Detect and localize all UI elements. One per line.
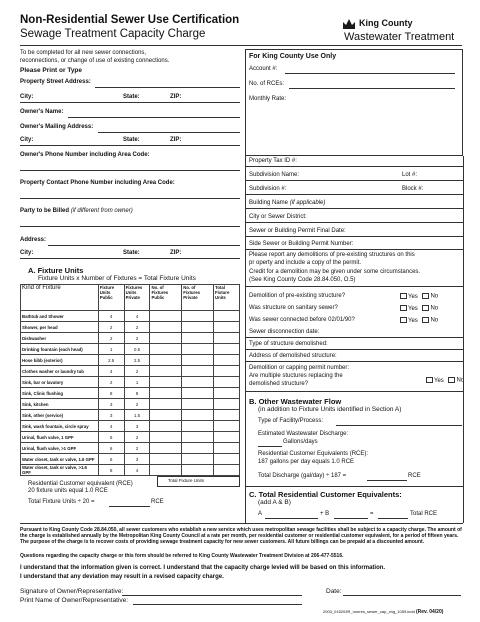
permit-final-field[interactable] (245, 236, 463, 237)
col-nopublic: No. of Fixtures Public (150, 285, 182, 311)
fixture-units-private: 4 (124, 311, 150, 322)
total-fixture-units-input[interactable] (214, 344, 240, 355)
king-county-logo (342, 16, 462, 30)
q2-yes-label: Yes (408, 305, 418, 312)
section-b-subtitle: (in addition to Fixture Units identified in Section A) (258, 406, 402, 413)
fixture-units-public: 3 (98, 399, 124, 410)
no-fixtures-public-input[interactable] (150, 399, 182, 410)
structure-type-label: Type of structure demolished: (249, 341, 328, 347)
fixture-units-public: 4 (98, 421, 124, 432)
footer-paragraph: Pursuant to King County Code 28.84.050, all sewer customers who establish a new service which uses metropolitan sewage facilities shall be subject to a capacity charge. The amount of the charge is established annually by the Metropolitan King County Council at a rate per month, per residential customer or residential customer equivalent, for a period of fifteen years. The purpose of the charge is to recover costs of providing sewage treatment capacity for new sewer customers. All future billings can be prepaid at a discounted amount. (20, 527, 462, 545)
no-fixtures-private-input[interactable] (182, 421, 214, 432)
no-fixtures-private-input[interactable] (182, 454, 214, 465)
fixture-units-private: 8 (124, 388, 150, 399)
zip-label-3: ZIP: (170, 250, 182, 256)
address-label: Address: (20, 237, 47, 243)
demolished-address-label: Address of demolished structure: (249, 353, 337, 359)
no-fixtures-public-input[interactable] (150, 366, 182, 377)
form-title: Non-Residential Sewer Use Certification (20, 14, 240, 26)
fixture-units-public: 8 (98, 388, 124, 399)
section-bottom-rule (20, 523, 463, 524)
section-b-rce-line1: Residential Customer Equivalents (RCE): (258, 451, 369, 457)
no-fixtures-private-input[interactable] (182, 344, 214, 355)
col-total: Total Fixture Units (214, 285, 240, 311)
fixture-units-private: 2 (124, 399, 150, 410)
no-fixtures-private-input[interactable] (182, 443, 214, 454)
city-label-2: City: (20, 137, 34, 143)
table-row (21, 465, 240, 476)
no-fixtures-private-input[interactable] (182, 322, 214, 333)
table-row (21, 432, 240, 443)
col-kind: Kind of Fixture (21, 285, 99, 311)
no-fixtures-public-input[interactable] (150, 465, 182, 476)
section-c-title: C. Total Residential Customer Equivalents: (249, 490, 402, 499)
total-fixture-units-input[interactable] (214, 333, 240, 344)
subdivision-num-field[interactable] (245, 194, 463, 195)
section-c-b-label: + B (320, 511, 330, 517)
facility-label: Type of Facility/Process: (258, 418, 324, 424)
subdivision-name-label: Subdivision Name: (249, 172, 300, 178)
fixture-units-private: 1 (124, 377, 150, 388)
fixture-units-private: 2 (124, 443, 150, 454)
demolition-q3-options (400, 317, 438, 325)
total-fixture-units-input[interactable] (214, 454, 240, 465)
no-fixtures-private-input[interactable] (182, 311, 214, 322)
q3-yes-checkbox[interactable] (400, 317, 407, 323)
no-fixtures-public-input[interactable] (150, 333, 182, 344)
multi-yes-label: Yes (434, 377, 444, 384)
q2-no-checkbox[interactable] (422, 305, 429, 311)
date-field[interactable] (343, 595, 461, 596)
demolition-q1: Demolition of pre-existing structure? (249, 293, 346, 299)
signature-field[interactable] (122, 595, 302, 596)
department-name: Wastewater Treatment (344, 31, 455, 43)
fixture-units-private: 1.5 (124, 410, 150, 421)
total-fixture-units-input[interactable] (214, 410, 240, 421)
table-row (21, 399, 240, 410)
table-row (21, 454, 240, 465)
address-field[interactable] (48, 245, 240, 246)
contact-phone-label: Property Contact Phone Number including Area Code: (20, 180, 175, 186)
city-state-zip-field-2[interactable] (20, 145, 240, 146)
kc-account-field[interactable] (285, 73, 455, 74)
lot-label: Lot #: (402, 172, 418, 178)
no-fixtures-public-input[interactable] (150, 311, 182, 322)
section-c-total-field[interactable] (378, 518, 408, 519)
no-fixtures-private-input[interactable] (182, 377, 214, 388)
no-fixtures-private-input[interactable] (182, 333, 214, 344)
credit-line2: (See King County Code 28.84.050, O.5) (249, 277, 356, 283)
demolition-note-line1: Please report any demolitions of pre-existing structures on this (249, 252, 415, 258)
table-row (21, 377, 240, 388)
signature-label: Signature of Owner/Representative: (20, 588, 124, 595)
q1-no-label: No (430, 293, 439, 300)
zip-label-2: ZIP: (170, 137, 182, 143)
demolition-q2: Was structure on sanitary sewer? (249, 305, 338, 311)
no-fixtures-public-input[interactable] (150, 410, 182, 421)
section-a-rce-suffix: RCE (151, 499, 164, 505)
total-fixture-units-input[interactable] (214, 421, 240, 432)
fixture-name: Dishwasher (21, 333, 99, 344)
no-fixtures-public-input[interactable] (150, 344, 182, 355)
print-name-field[interactable] (133, 604, 302, 605)
table-row (21, 311, 240, 322)
table-row (21, 421, 240, 432)
print-note: Please Print or Type (20, 67, 83, 74)
total-fixture-units-input[interactable] (214, 465, 240, 476)
fixture-units-public: 5 (98, 432, 124, 443)
total-fixture-units-input[interactable] (214, 443, 240, 454)
total-fixture-units-input[interactable] (214, 377, 240, 388)
fixture-units-public: 2 (98, 322, 124, 333)
fixture-units-private: 2 (124, 333, 150, 344)
q1-no-checkbox[interactable] (422, 293, 429, 299)
q1-yes-label: Yes (408, 293, 418, 300)
city-label: City: (20, 94, 34, 100)
demolition-note-line2: pr operty and include a copy of the permit. (249, 260, 362, 266)
credit-line1: Credit for a demolition may be given under some circumstances. (249, 269, 421, 275)
intro-line1: To be completed for all new sewer connections, (20, 50, 147, 56)
property-address-label: Property Street Address: (20, 79, 91, 85)
kc-monthly-label: Monthly Rate: (249, 96, 287, 102)
revision-text: (Rev. 04/20) (415, 609, 444, 615)
disconnect-label: Sewer disconnection date: (249, 329, 320, 335)
city-sewer-label: City or Sewer District: (249, 214, 307, 220)
multi-no-label: No (456, 377, 465, 384)
fixture-units-public: 4 (98, 366, 124, 377)
section-b-title: B. Other Wastewater Flow (249, 397, 342, 406)
billed-party-label (20, 208, 133, 215)
fixture-name: Sink, Clinic flushing (21, 388, 99, 399)
state-label-3: State: (123, 250, 140, 256)
fixture-name: Bathtub and Shower (21, 311, 99, 322)
section-b-rule (245, 486, 463, 487)
file-id-text: 2003_015203R_nonres_sewer_cap_chg_1059.indd (323, 609, 415, 614)
table-row (21, 388, 240, 399)
city-label-3: City: (20, 250, 34, 256)
section-a-rce-field[interactable] (109, 506, 150, 507)
right-border (463, 156, 464, 523)
tax-id-label: Property Tax ID #: (249, 158, 297, 164)
demolition-q1-options (400, 293, 438, 301)
fixture-units-public: 1 (98, 344, 124, 355)
section-a-title: A. Fixture Units (28, 266, 84, 275)
total-fixture-units-input[interactable] (214, 388, 240, 399)
multi-structures-options (426, 377, 464, 385)
fixture-name: Sink, other (service) (21, 410, 99, 421)
section-c-subtitle: (add A & B) (258, 499, 291, 506)
subdivision-num-label: Subdivision #: (249, 186, 287, 192)
owner-phone-field[interactable] (20, 170, 240, 171)
kc-use-title: For King County Use Only (249, 53, 337, 60)
intro-line2: reconnections, or change of use of existing connections. (20, 58, 170, 64)
block-label: Block #: (402, 186, 424, 192)
owner-mailing-label: Owner's Mailing Address: (20, 124, 94, 130)
no-fixtures-public-input[interactable] (150, 443, 182, 454)
fixture-units-public: 6 (98, 443, 124, 454)
section-c-equals: = (370, 511, 374, 517)
fixture-name: Sink, bar or lavatory (21, 377, 99, 388)
facility-field[interactable] (336, 425, 462, 426)
table-row (21, 333, 240, 344)
side-permit-field[interactable] (245, 249, 463, 250)
no-fixtures-public-input[interactable] (150, 421, 182, 432)
building-name-field[interactable] (245, 208, 463, 209)
col-noprivate: No. of Fixtures Private (182, 285, 214, 311)
multi-structures-line1: Are multiple stuctures replacing the (249, 373, 343, 379)
fixture-table (20, 284, 240, 476)
total-fixture-units-input[interactable] (214, 399, 240, 410)
owner-name-label: Owner's Name: (20, 109, 64, 115)
demolition-rule (245, 391, 463, 392)
print-name-label: Print Name of Owner/Representative: (20, 597, 129, 604)
table-row (21, 443, 240, 454)
zip-label: ZIP: (170, 94, 182, 100)
city-state-zip-field-3[interactable] (20, 258, 240, 259)
section-c-b-field[interactable] (334, 518, 368, 519)
fixture-units-private: 0.5 (124, 344, 150, 355)
no-fixtures-private-input[interactable] (182, 366, 214, 377)
disconnect-field[interactable] (245, 337, 463, 338)
table-row (21, 322, 240, 333)
kc-rces-label: No. of RCEs: (249, 81, 285, 87)
q1-yes-checkbox[interactable] (400, 293, 407, 299)
total-fixture-units-input[interactable] (214, 311, 240, 322)
fixture-units-private: 2 (124, 366, 150, 377)
total-fixture-units-input[interactable] (214, 366, 240, 377)
section-a-rce-line2: 20 fixture units equal 1.0 RCE (28, 488, 108, 494)
kc-account-label: Account #: (249, 66, 278, 72)
owner-phone-label: Owner's Phone Number including Area Code: (20, 152, 150, 158)
q3-yes-label: Yes (408, 317, 418, 324)
fixture-units-public: 2 (98, 333, 124, 344)
no-fixtures-public-input[interactable] (150, 454, 182, 465)
table-row (21, 410, 240, 421)
fixture-name: Urinal, flush valve, 1 GPF (21, 432, 99, 443)
fixture-units-private: 2 (124, 432, 150, 443)
certification-line1: I understand that the information given is correct. I understand that the capacity charge levied will be based on this information. (20, 565, 386, 571)
city-sewer-field[interactable] (245, 222, 463, 223)
fixture-name: Urinal, flush valve, >1 GPF (21, 443, 99, 454)
demolition-q3: Was sewer connected before 02/01/90? (249, 317, 355, 323)
multi-no-checkbox[interactable] (448, 377, 455, 383)
side-permit-label: Side Sewer or Building Permit Number: (249, 241, 354, 247)
total-fixture-units-input[interactable] (214, 432, 240, 443)
contact-phone-field[interactable] (20, 198, 240, 199)
state-label-2: State: (123, 137, 140, 143)
no-fixtures-public-input[interactable] (150, 377, 182, 388)
fixture-name: Water closet, tank or valve, >1.6 GPF (21, 465, 99, 476)
subdivision-name-field[interactable] (245, 180, 463, 181)
no-fixtures-public-input[interactable] (150, 432, 182, 443)
fixture-name: Sink, kitchen (21, 399, 99, 410)
q2-yes-checkbox[interactable] (400, 305, 407, 311)
total-discharge-field[interactable] (367, 480, 407, 481)
fixture-units-private: 3 (124, 454, 150, 465)
property-address-field-2[interactable] (20, 102, 240, 103)
capping-permit-label: Demolition or capping permit number: (249, 365, 350, 371)
building-name-text: Building Name (249, 200, 289, 206)
credit-rule (245, 286, 463, 287)
fixture-units-private: 2 (124, 322, 150, 333)
section-b-rce-line2: 187 gallons per day equals 1.0 RCE (258, 459, 355, 465)
fixture-name: Drinking fountain (each head) (21, 344, 99, 355)
q3-no-checkbox[interactable] (422, 317, 429, 323)
section-c-a-field[interactable] (265, 518, 318, 519)
section-b-rce-suffix: RCE (408, 473, 421, 479)
section-a-rce-formula: Total Fixture Units ÷ 20 = (28, 499, 95, 505)
file-id (323, 609, 443, 615)
table-row (21, 355, 240, 366)
date-label: Date: (326, 588, 342, 595)
demolition-q2-options (400, 305, 438, 313)
total-fixture-units-label: Total Fixture Units (168, 478, 205, 483)
q2-no-label: No (430, 305, 439, 312)
building-name-note: (if applicable) (289, 200, 326, 206)
building-name-label (249, 200, 325, 207)
col-private: Fixtures Units Private (124, 285, 150, 311)
kc-rces-field[interactable] (289, 88, 455, 89)
no-fixtures-public-input[interactable] (150, 388, 182, 399)
no-fixtures-public-input[interactable] (150, 322, 182, 333)
header-rule (20, 45, 462, 46)
form-subtitle: Sewage Treatment Capacity Charge (20, 28, 206, 40)
permit-final-label: Sewer or Building Permit Final Date: (249, 228, 346, 234)
section-c-a-label: A (258, 511, 263, 517)
structure-type-field[interactable] (245, 349, 463, 350)
section-a-formula: Fixture Units x Number of Fixtures = Total Fixture Units (38, 275, 196, 282)
fixture-name: Sink, wash fountain, circle spray (21, 421, 99, 432)
tax-id-field[interactable] (245, 166, 463, 167)
estimated-label: Estimated Wastewater Discharge: (258, 431, 349, 437)
estimated-field[interactable] (258, 446, 282, 447)
no-fixtures-private-input[interactable] (182, 388, 214, 399)
property-address-field[interactable] (95, 87, 240, 88)
col-public: Fixture Units Public (98, 285, 124, 311)
no-fixtures-private-input[interactable] (182, 432, 214, 443)
footer-questions: Questions regarding the capacity charge or this form should be referred to King County Wastewater Treatment Division at 206-477-5516. (20, 553, 344, 559)
no-fixtures-private-input[interactable] (182, 355, 214, 366)
state-label: State: (123, 94, 140, 100)
fixture-units-private: 4 (124, 465, 150, 476)
fixture-units-public: 4 (98, 311, 124, 322)
section-c-total-label: Total RCE (410, 511, 438, 517)
logo-text: King County (359, 18, 413, 28)
fixture-units-public: 6 (98, 454, 124, 465)
total-fixture-units-input[interactable] (214, 322, 240, 333)
total-discharge-label: Total Discharge (gal/day) ÷ 187 = (258, 473, 347, 479)
fixture-name: Shower, per head (21, 322, 99, 333)
fixture-name: Hose bibb (exterior) (21, 355, 99, 366)
q3-no-label: No (430, 317, 439, 324)
certification-line2: I understand that any deviation may result in a revised capacity charge. (20, 574, 224, 580)
gallons-label: Gallons/days (283, 439, 318, 445)
billed-party-field[interactable] (20, 226, 240, 227)
total-fixture-units-input[interactable] (214, 355, 240, 366)
section-a-rce-line1: Residential Customer equivalent (RCE) (28, 481, 133, 487)
fixture-units-public: 3 (98, 410, 124, 421)
multi-yes-checkbox[interactable] (426, 377, 433, 383)
fixture-units-private: 3 (124, 421, 150, 432)
no-fixtures-private-input[interactable] (182, 410, 214, 421)
no-fixtures-private-input[interactable] (182, 465, 214, 476)
table-row (21, 344, 240, 355)
fixture-units-public: 2.5 (98, 355, 124, 366)
billed-party-text: Party to be Billed (20, 208, 70, 214)
no-fixtures-public-input[interactable] (150, 355, 182, 366)
table-row (21, 366, 240, 377)
column-divider (245, 156, 246, 523)
fixture-name: Clothes washer or laundry tub (21, 366, 99, 377)
fixture-name: Water closet, tank or valve, 1.6 GPF (21, 454, 99, 465)
no-fixtures-private-input[interactable] (182, 399, 214, 410)
fixture-units-public: 2 (98, 377, 124, 388)
fixture-units-public: 8 (98, 465, 124, 476)
owner-mailing-field[interactable] (98, 132, 240, 133)
demolished-address-field[interactable] (245, 361, 463, 362)
billed-party-note: (if different from owner) (70, 208, 133, 214)
owner-name-field[interactable] (68, 117, 240, 118)
fixture-units-private: 2.5 (124, 355, 150, 366)
multi-structures-line2: demolished structure? (249, 381, 309, 387)
